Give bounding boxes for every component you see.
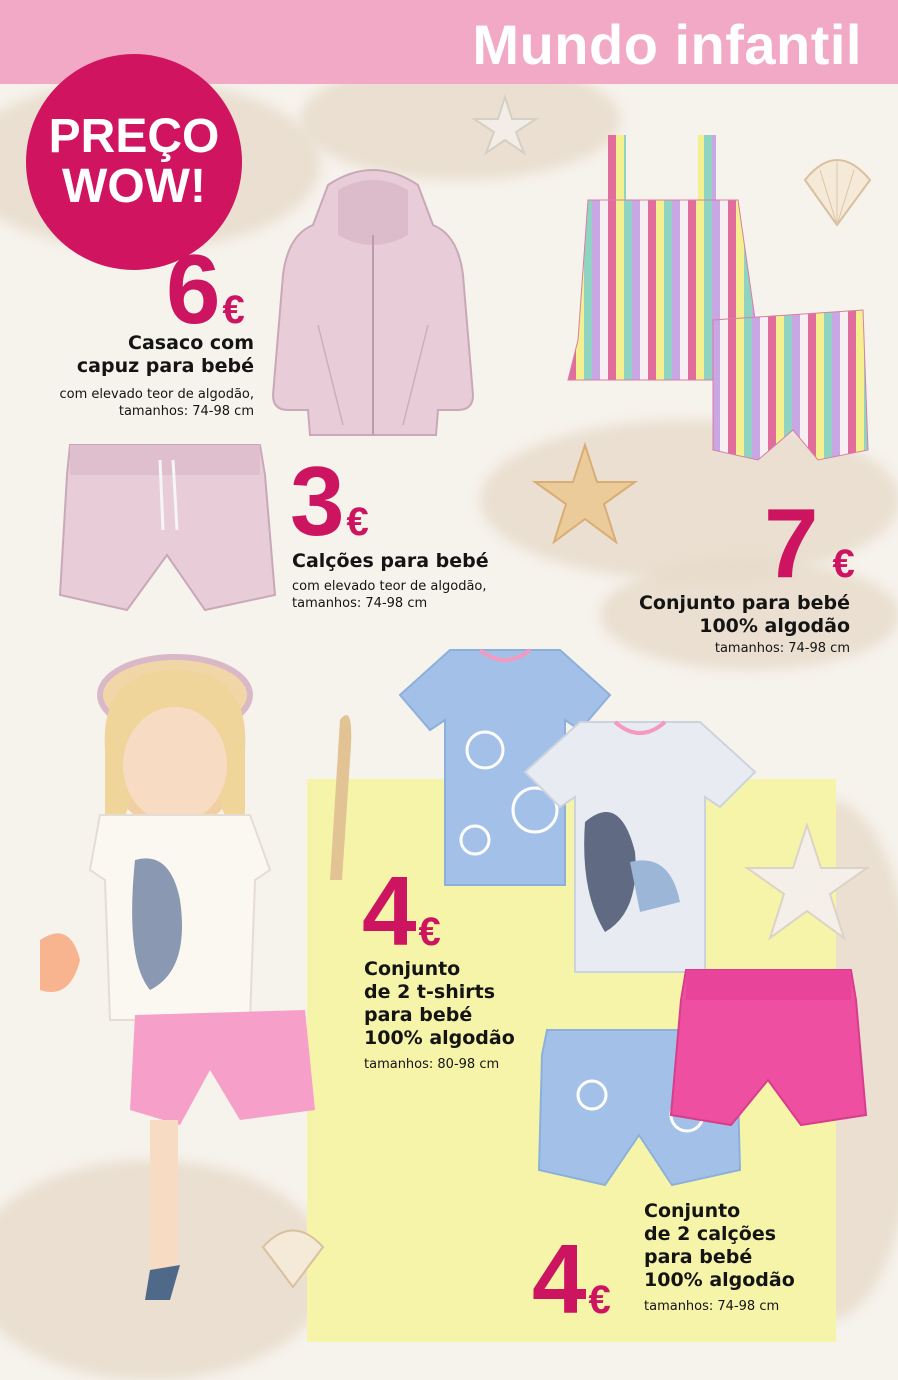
- currency-symbol: €: [418, 910, 441, 954]
- seashell-decoration-bottom: [258, 1222, 328, 1292]
- seashell-decoration: [800, 150, 875, 230]
- price-shorts: [290, 446, 369, 556]
- title-line: para bebé: [364, 1004, 473, 1026]
- currency-symbol: €: [222, 288, 245, 332]
- price-hoodie: [166, 234, 245, 344]
- price-value: 6: [166, 234, 221, 344]
- starfish-decoration-small: [470, 95, 540, 155]
- title-line: Casaco com: [128, 332, 254, 354]
- page-title: Mundo infantil: [472, 13, 862, 76]
- product-title-shorts: [292, 550, 489, 573]
- title-line: Calções para bebé: [292, 550, 489, 572]
- starfish-decoration: [530, 440, 640, 550]
- product-title-tshirts: [364, 958, 515, 1050]
- product-desc-shorts-set: [644, 1298, 779, 1315]
- title-line: de 2 calções: [644, 1223, 777, 1245]
- badge-line-2: WOW!: [62, 160, 206, 213]
- desc-line: tamanhos: 80-98 cm: [364, 1057, 500, 1072]
- product-desc-shorts: [292, 578, 487, 612]
- desc-line: tamanhos: 74-98 cm: [118, 404, 254, 419]
- title-line: 100% algodão: [364, 1027, 515, 1049]
- pink-shorts-image: [666, 965, 871, 1135]
- starfish-decoration-right: [742, 820, 872, 945]
- product-desc-hoodie: [0, 386, 254, 420]
- price-value: 7: [764, 488, 819, 598]
- title-line: de 2 t-shirts: [364, 981, 496, 1003]
- price-value: 4: [532, 1224, 587, 1334]
- title-line: Conjunto: [644, 1200, 741, 1222]
- price-value: 4: [362, 856, 417, 966]
- desc-line: tamanhos: 74-98 cm: [644, 1299, 780, 1314]
- currency-symbol: €: [346, 500, 369, 544]
- price-shorts-set: [532, 1224, 611, 1334]
- desc-line: tamanhos: 74-98 cm: [292, 596, 428, 611]
- badge-line-1: PREÇO: [48, 110, 220, 163]
- product-title-hoodie: [14, 332, 254, 378]
- white-mermaid-tshirt-image: [520, 712, 760, 977]
- pink-baby-shorts-image: [55, 435, 280, 620]
- title-line: para bebé: [644, 1246, 753, 1268]
- title-line: Conjunto para bebé: [638, 592, 850, 614]
- baby-hoodie-image: [268, 165, 478, 445]
- title-line: Conjunto: [364, 958, 461, 980]
- price-value: 3: [290, 446, 345, 556]
- desc-line: com elevado teor de algodão,: [292, 579, 487, 594]
- product-desc-striped-set: [610, 640, 850, 657]
- product-title-striped-set: [590, 592, 850, 638]
- currency-symbol: €: [832, 542, 855, 586]
- title-line: 100% algodão: [699, 615, 850, 637]
- title-line: 100% algodão: [644, 1269, 795, 1291]
- price-tshirts: [362, 856, 441, 966]
- desc-line: tamanhos: 74-98 cm: [714, 641, 850, 656]
- product-desc-tshirts: [364, 1056, 499, 1073]
- title-line: capuz para bebé: [76, 355, 254, 377]
- desc-line: com elevado teor de algodão,: [59, 387, 254, 402]
- currency-symbol: €: [588, 1278, 611, 1322]
- price-striped-set: [764, 488, 855, 598]
- product-title-shorts-set: [644, 1200, 795, 1292]
